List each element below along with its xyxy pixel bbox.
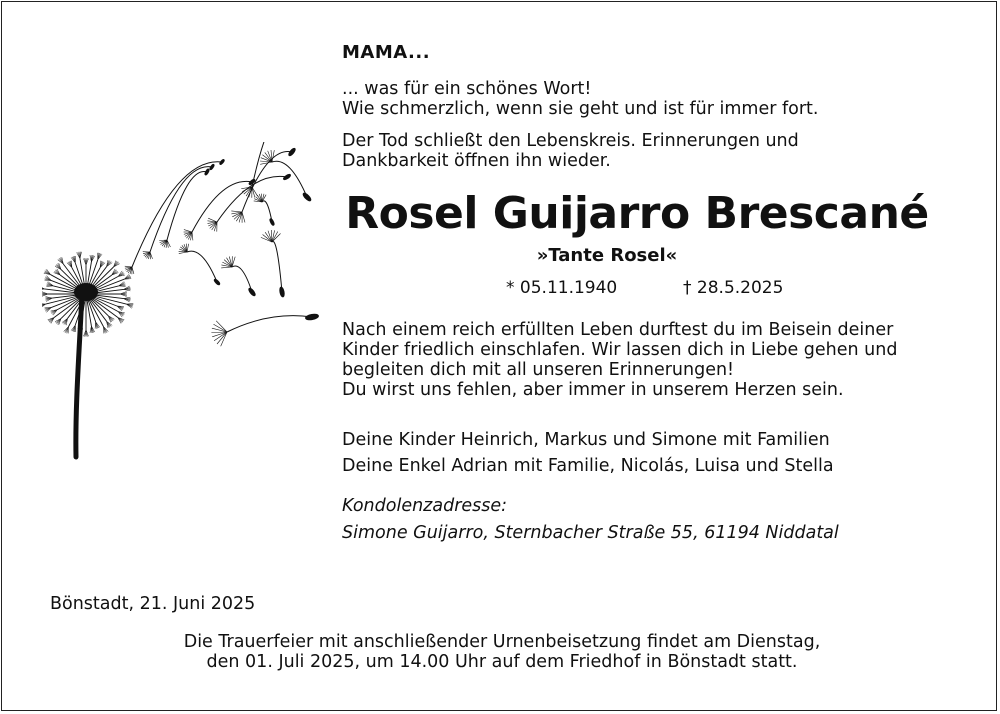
ceremony-line: den 01. Juli 2025, um 14.00 Uhr auf dem Friedhof in Bönstadt statt. <box>206 652 798 672</box>
farewell-message <box>342 320 897 400</box>
birth-date: * 05.11.1940 <box>506 278 618 298</box>
dandelion-illustration <box>42 142 332 472</box>
condolence-address: Simone Guijarro, Sternbacher Straße 55, 61194 Niddatal <box>342 523 839 543</box>
dandelion-flower <box>42 252 133 457</box>
poem-line: ... was für ein schönes Wort! <box>342 79 592 99</box>
message-line: Nach einem reich erfüllten Leben durftest du im Beisein deiner <box>342 320 894 340</box>
ceremony-line: Die Trauerfeier mit anschließender Urnenbeisetzung findet am Dienstag, <box>183 632 821 652</box>
mourners-line: Deine Enkel Adrian mit Familie, Nicolás, Luisa und Stella <box>342 456 834 476</box>
message-line: Du wirst uns fehlen, aber immer in unserem Herzen sein. <box>342 380 844 400</box>
poem-line: Wie schmerzlich, wenn sie geht und ist für immer fort. <box>342 99 819 119</box>
message-line: Kinder friedlich einschlafen. Wir lassen dich in Liebe gehen und <box>342 340 898 360</box>
place-and-date: Bönstadt, 21. Juni 2025 <box>50 594 256 614</box>
deceased-nickname: »Tante Rosel« <box>536 245 678 266</box>
flying-seeds <box>125 142 319 346</box>
poem-line: Dankbarkeit öffnen ihn wieder. <box>342 151 611 171</box>
poem-line: Der Tod schließt den Lebenskreis. Erinnerungen und <box>342 131 799 151</box>
heading-mama: MAMA... <box>342 42 431 63</box>
death-date: † 28.5.2025 <box>683 278 784 298</box>
condolence-label: Kondolenzadresse: <box>342 496 508 516</box>
funeral-announcement <box>42 632 962 672</box>
poem-stanza-2 <box>342 131 799 171</box>
message-line: begleiten dich mit all unseren Erinnerungen! <box>342 360 735 380</box>
obituary-notice <box>1 1 997 711</box>
mourners-line: Deine Kinder Heinrich, Markus und Simone mit Familien <box>342 430 830 450</box>
poem-stanza-1 <box>342 79 818 119</box>
mourners-list <box>342 427 834 479</box>
deceased-name: Rosel Guijarro Brescané <box>345 188 929 239</box>
